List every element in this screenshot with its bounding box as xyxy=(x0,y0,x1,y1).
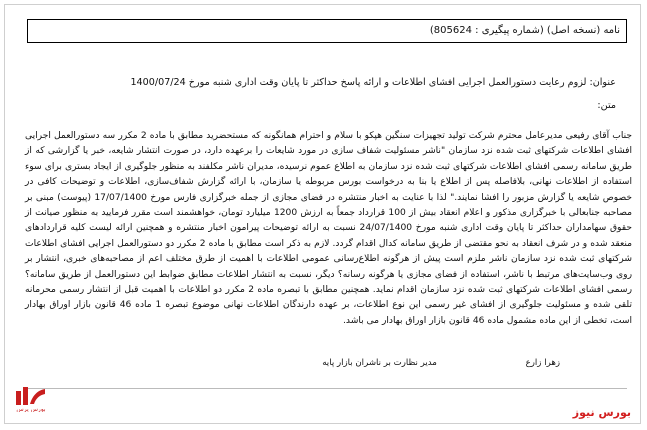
letter-subject: عنوان: لزوم رعایت دستورالعمل اجرایی افشای اطلاعات و ارائه پاسخ حداکثر تا پایان وقت اداری شنبه مورخ 1400/07/24 xyxy=(130,77,616,88)
logo-swoosh xyxy=(30,389,45,404)
watermark-label: بورس نیوز xyxy=(572,406,631,419)
letter-header-title: نامه (نسخه اصل) (شماره پیگیری : 805624) xyxy=(429,25,620,36)
logo-bar-2 xyxy=(23,387,28,405)
logo-bar-1 xyxy=(16,391,21,405)
letter-frame xyxy=(4,4,641,424)
logo-text: بورس پرس xyxy=(16,406,46,412)
signer-title: مدیر نظارت بر ناشران بازار پایه xyxy=(322,358,437,368)
letter-body-paragraph: جناب آقای رفیعی مدیرعامل محترم شرکت تولید تجهیزات سنگین هپکو با سلام و احترام همانگونه که مستحضرید مطابق با ماده 2 مکرر سه دستورالعمل اجرایی افشای اطلاعات شرکتهای ثبت شده نزد سازمان "ناشر مسئولیت شفاف سازی در مورد شایعات را برعهده دارد، در صورت انتشار شایعه، خبر یا گزارشی که از طریق سامانه رسمی افشای اطلاعات شرکتهای ثبت شده نزد سازمان به اطلاع عموم نرسیده، مدیران ناشر مکلفند به منظور جلوگیری از ایجاد بستری برای سوء استفاده از اطلاعات نهانی، بلافاصله پس از اطلاع یا بنا به درخواست بورس مربوطه یا سازمان، با ارائه گزارش شفاف‌سازی، اطلاعات و توضیحات کافی در خصوص شایعه یا گزارش مزبور را افشا نمایند." لذا با عنایت به اخبار منتشره در فضای مجازی از جمله خبرگزاری فارس مورخ 17/07/1400 (پیوست) مبنی بر مصاحبه جنابعالی با خبرگزاری مذکور و اعلام انعقاد بیش از 100 قرارداد جمعاً به ارزش 1200 میلیارد تومان، خواهشمند است مقرر فرمایید به منظور صیانت از حقوق سهامداران حداکثر تا پایان وقت اداری شنبه مورخ 24/07/1400 نسبت به ارائه توضیحات پیرامون اخبار منتشره و همچنین ارائه لیست کلیه قراردادهای منعقد شده و در شرف انعقاد به نحو مقتضی از طریق سامانه کدال اقدام گردد. لازم به ذکر است مطابق با ماده 2 مکرر دو دستورالعمل اجرایی افشای اطلاعات شرکتهای ثبت شده نزد سازمان ناشر ملزم است پیش از هرگونه اطلاع‌رسانی عمومی اطلاعات با اهمیت از طرق مختلف اعم از مصاحبه‌های خبری، انتشار بر روی وب‌سایت‌های مرتبط با ناشر، استفاده از فضای مجازی یا هرگونه رسانه؟ دیگر، نسبت به انتشار اطلاعات مطابق ضوابط این دستورالعمل از طریق سامانه؟ رسمی افشای اطلاعات شرکتهای ثبت شده نزد سازمان اقدام نماید. همچنین مطابق با تبصره ماده 2 مکرر دو اطلاعات با اهمیت قبل از انتشار رسمی محرمانه تلقی شده و مسئولیت جلوگیری از افشای غیر رسمی این نوع اطلاعات، بر عهده دارندگان اطلاعات نهانی موضوع تبصره 1 ماده 46 قانون بازار اوراق بهادار است، تخطی از این ماده مشمول ماده 46 قانون بازار اوراق بهادار می باشد. xyxy=(25,131,633,326)
letter-header xyxy=(27,19,627,43)
footer-divider xyxy=(27,388,627,389)
body-label: متن: xyxy=(597,100,616,111)
publisher-logo-icon xyxy=(14,382,48,412)
signer-name: زهرا زارع xyxy=(525,358,560,368)
letter-body xyxy=(25,129,632,329)
signature-block xyxy=(322,358,560,368)
